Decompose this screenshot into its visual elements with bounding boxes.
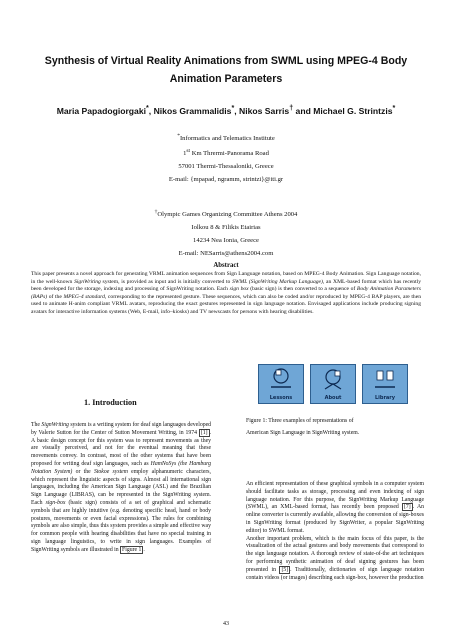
- affil-mark: †: [154, 209, 158, 215]
- affil-institute: Olympic Games Organizing Committee Athens 2004: [157, 211, 298, 219]
- abstract-span: (basic sign) is then converted to a sequence of: [248, 286, 357, 293]
- caption-line: Figure 1: Three examples of representations of: [246, 418, 354, 424]
- abstract-italic: SWML (SignWriting Markup Language),: [232, 278, 325, 285]
- citation-link[interactable]: [5]: [281, 566, 289, 573]
- right-column-text: [246, 481, 424, 582]
- caption-line: American Sign Language in SignWriting system.: [246, 430, 360, 436]
- abstract-span: This paper presents a novel approach for generating VRML animation sequences from Sign Language notation, based on MPEG-4 Body Animation. Sign Language notation, in the well-known: [31, 271, 421, 285]
- author-affil-mark: †: [289, 104, 294, 112]
- body-italic: sign-box: [45, 499, 66, 506]
- author-name: Nikos Sarris: [239, 105, 290, 116]
- icon-label: About: [324, 395, 342, 401]
- library-sign-icon: [362, 364, 408, 404]
- figure-1-icons: [258, 364, 408, 404]
- paper-title: [30, 52, 422, 88]
- affiliation-2: [106, 206, 346, 260]
- about-sign-icon: [310, 364, 356, 404]
- body-span: (basic sign) consists of a set of graphical and schematic symbols that are highly intuitive (e.g. denoting specific head, hand or body postures, movements or even facial expressions). The rules for combining symbols are also simple, thus this system provides a simple and effective way for common people with hearing disabilities that have no special training in sign language linguistics, to write in sign languages. Examples of SignWriting symbols are illustrated in: [31, 499, 211, 553]
- body-span: . Traditionally, dictionaries of sign language notation contain videos (or images) describing each sign-box, however the production: [246, 566, 424, 581]
- author-list: [20, 104, 432, 116]
- body-span: employ alphanumeric characters, which represent the linguistic aspects of signs. Almost all international sign languages, including the American Sign Language (ASL) and the Brazilian Sign Language (LIBRAS), can be represented in the SignWriting system. Each: [31, 468, 211, 506]
- lessons-sign-icon: [258, 364, 304, 404]
- abstract-span: of the: [47, 293, 64, 300]
- body-span: . A basic design concept for this system was to represent movements as they are visually perceived, and not for the eventual meaning that these movements convey. In contrast, most of the other systems that have been proposed for writing deaf sign languages, such as: [31, 429, 211, 467]
- icon-label: Lessons: [269, 395, 293, 401]
- affil-institute: Informatics and Telematics Institute: [179, 135, 275, 143]
- body-span: Another important problem, which is the main focus of this paper, is the visualization of the actual gestures and body movements that correspond to the sign language notation. A thorough review of state-of-the art techniques for performing synthetic animation of deaf signing gestures has been presented in: [246, 535, 424, 573]
- abstract-span: an XML-based format which has recently been developed for the storage, indexing and processing of SignWriting notation. Each: [31, 278, 421, 293]
- author-name: Maria Papadogiorgaki: [56, 105, 146, 116]
- affil-street: Iolkou 8 & Filikis Etairias: [191, 224, 261, 232]
- body-span: The: [31, 422, 42, 428]
- abstract-italic: Body Animation Parameters (BAPs): [31, 286, 421, 300]
- title-line-1: Synthesis of Virtual Reality Animations from SWML using MPEG-4 Body: [44, 55, 408, 67]
- abstract-span: system, is provided as input and is initially converted to: [100, 278, 233, 285]
- abstract-italic: sign box: [229, 286, 249, 293]
- intro-paragraph: [31, 422, 211, 555]
- body-span: An efficient representation of these graphical symbols in a computer system should facilitate tasks as storage, processing and even indexing of sign language notation. For this purpose, the SignWriting Markup Language (SWML), an XML-based format, has recently been proposed: [246, 481, 424, 511]
- body-italic: Stokoe system: [93, 468, 128, 475]
- author-separator: ,: [234, 105, 240, 116]
- body-span: or the: [72, 468, 94, 475]
- author-separator: and: [293, 105, 314, 116]
- abstract-heading: Abstract: [213, 262, 239, 269]
- body-italic: HamNoSys (the Hamburg Notation System): [31, 460, 212, 475]
- abstract-italic: MPEG-4 standard: [63, 293, 105, 300]
- abstract-italic: SignWriting: [74, 278, 101, 285]
- affil-city: 14234 Nea Ionia, Greece: [193, 237, 259, 245]
- about-glyph: [311, 365, 355, 395]
- title-line-2: Animation Parameters: [169, 73, 283, 85]
- section-heading: 1. Introduction: [84, 398, 137, 407]
- body-span: system is a writing system for deaf sign languages developed by Valerie Sutton for the Center of Sutton Movement Writing, in 1974: [31, 422, 211, 436]
- affil-street-number: 1: [183, 150, 187, 158]
- body-span: . An online converter is currently available, allowing the conversion of sign-boxes in SignWriting format (produced by SignWriter, a popular SignWriting editor) to SWML format.: [246, 504, 425, 534]
- citation-link[interactable]: [1]: [200, 429, 208, 436]
- author-affil-mark: *: [231, 104, 235, 112]
- figure-caption: [246, 415, 424, 439]
- affiliation-1: [126, 130, 326, 186]
- affil-email: E-mail: {mpapad, ngramm, strintzi}@iti.gr: [168, 176, 284, 184]
- affil-street: Km Thrermi-Panorama Road: [190, 150, 269, 158]
- lessons-glyph: [259, 365, 303, 395]
- author-affil-mark: *: [146, 104, 149, 112]
- affil-email: E-mail: NESarris@athens2004.com: [178, 250, 274, 258]
- abstract-span: , corresponding to the represented gesture. These sequences, which can also be coded and/or reproduced by MPEG-4 BAP players, are then used to animate H-anim compliant VRML avatars, reproducing the exact gestures represented in sign language notation. Envisaged applications include producing signing avatars for interactive information systems (Web, E-mail, info–kiosks) and TV newscasts for persons with hearing disabilities.: [31, 293, 422, 315]
- author-name: Nikos Grammalidis: [153, 105, 232, 116]
- library-glyph: [363, 365, 407, 395]
- page-number: 43: [223, 621, 229, 627]
- author-affil-mark: *: [392, 104, 396, 112]
- author-separator: ,: [148, 105, 154, 116]
- affil-ordinal: st: [186, 148, 191, 155]
- affil-city: 57001 Thermi-Thessaloniki, Greece: [178, 163, 274, 171]
- body-span: .: [143, 546, 145, 553]
- abstract-text: [31, 271, 421, 317]
- author-name: Michael G. Strintzis: [313, 105, 393, 116]
- citation-link[interactable]: [7]: [403, 504, 411, 511]
- figure-link[interactable]: Figure 1: [122, 546, 142, 553]
- affil-mark: *: [177, 133, 180, 139]
- body-italic: SignWriting: [41, 422, 69, 428]
- icon-label: Library: [374, 395, 396, 401]
